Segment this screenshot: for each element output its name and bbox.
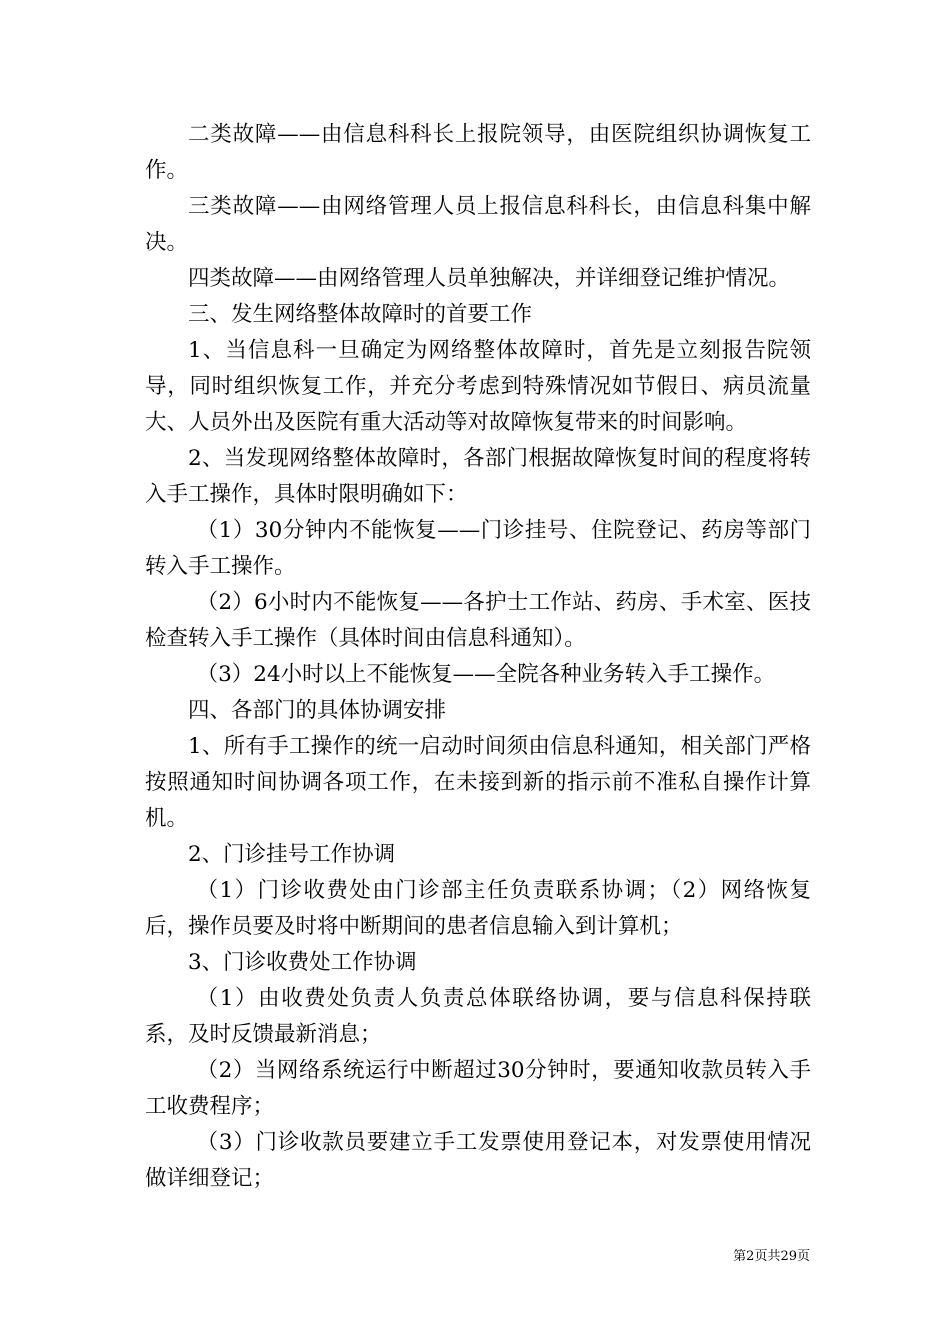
paragraph-cashier-1: （1）由收费处负责人负责总体联络协调，要与信息科保持联系，及时反馈最新消息； — [145, 986, 811, 1047]
paragraph-coordination-3-title: 3、门诊收费处工作协调 — [188, 950, 417, 975]
paragraph-fault-class-4: 四类故障——由网络管理人员单独解决，并详细登记维护情况。 — [188, 266, 791, 291]
paragraph-fault-class-2: 二类故障——由信息科科长上报院领导，由医院组织协调恢复工作。 — [145, 122, 811, 183]
page-number-footer: 第2页共29页 — [733, 1249, 810, 1264]
paragraph-cashier-3: （3）门诊收款员要建立手工发票使用登记本，对发票使用情况做详细登记； — [145, 1130, 811, 1191]
paragraph-cashier-2: （2）当网络系统运行中断超过30分钟时，要通知收款员转入手工收费程序； — [145, 1058, 811, 1119]
paragraph-subitem-3: （3）24小时以上不能恢复——全院各种业务转入手工操作。 — [196, 662, 776, 687]
paragraph-coordination-1: 1、所有手工操作的统一启动时间须由信息科通知，相关部门严格按照通知时间协调各项工作，在未接到新的指示前不准私自操作计算机。 — [145, 734, 811, 831]
document-body — [145, 117, 811, 1197]
paragraph-coordination-2-title: 2、门诊挂号工作协调 — [188, 842, 396, 867]
paragraph-item-2: 2、当发现网络整体故障时，各部门根据故障恢复时间的程度将转入手工操作，具体时限明确如下： — [145, 446, 811, 507]
paragraph-subitem-2: （2）6小时内不能恢复——各护士工作站、药房、手术室、医技检查转入手工操作（具体时间由信息科通知）。 — [145, 590, 811, 651]
paragraph-item-1: 1、当信息科一旦确定为网络整体故障时，首先是立刻报告院领导，同时组织恢复工作，并充分考虑到特殊情况如节假日、病员流量大、人员外出及医院有重大活动等对故障恢复带来的时间影响。 — [145, 338, 811, 435]
paragraph-fault-class-3: 三类故障——由网络管理人员上报信息科科长，由信息科集中解决。 — [145, 194, 811, 255]
paragraph-subitem-1: （1）30分钟内不能恢复——门诊挂号、住院登记、药房等部门转入手工操作。 — [145, 518, 811, 579]
paragraph-registration-details: （1）门诊收费处由门诊部主任负责联系协调；（2）网络恢复后，操作员要及时将中断期间的患者信息输入到计算机； — [145, 878, 811, 939]
section-heading-4: 四、各部门的具体协调安排 — [188, 698, 447, 723]
section-heading-3: 三、发生网络整体故障时的首要工作 — [188, 302, 533, 327]
